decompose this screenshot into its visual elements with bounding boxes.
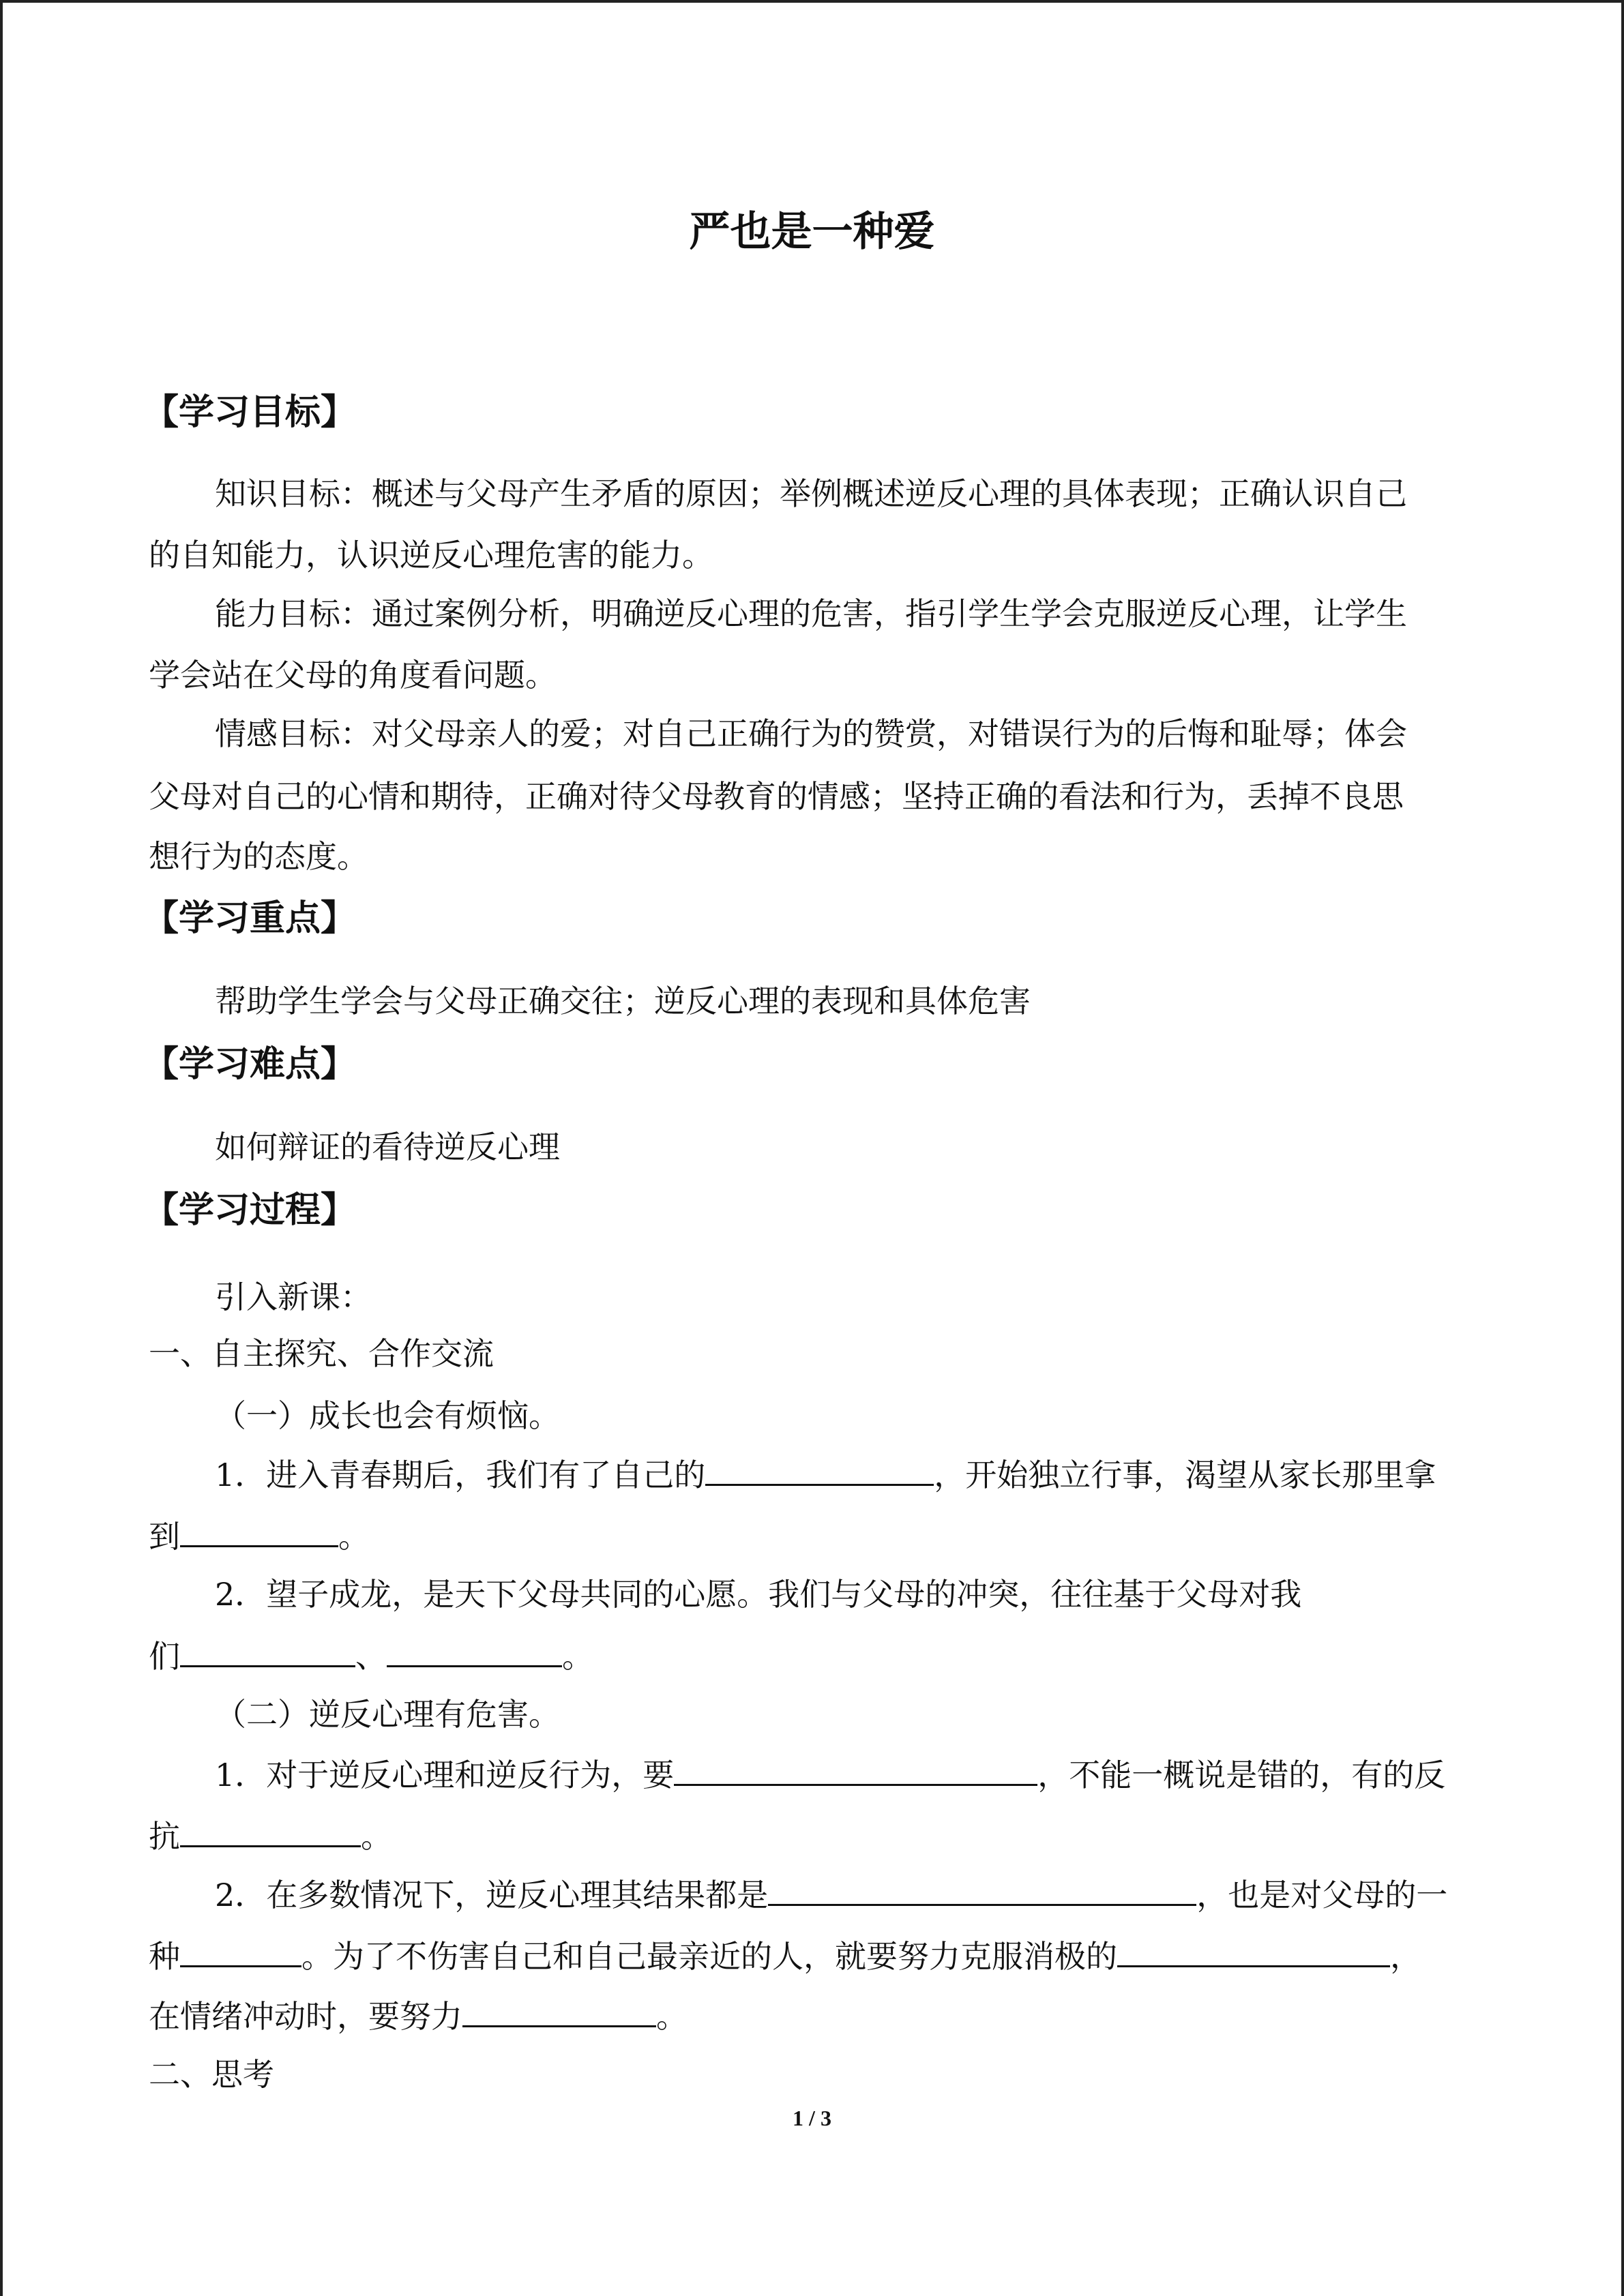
fill-blank[interactable] <box>180 1935 301 1967</box>
objective-ability-line1: 能力目标：通过案例分析，明确逆反心理的危害，指引学生学会克服逆反心理，让学生 <box>215 595 1407 632</box>
heading-difficulties: 【学习难点】 <box>143 1044 357 1085</box>
fill-blank[interactable] <box>768 1874 1196 1906</box>
objective-knowledge-line1: 知识目标：概述与父母产生矛盾的原因；举例概述逆反心理的具体表现；正确认识自己 <box>215 475 1407 512</box>
objective-emotion-line3: 想行为的态度。 <box>149 838 368 875</box>
question-1-text-c: 到 <box>149 1518 180 1555</box>
question-3-line1 <box>215 1754 1445 1795</box>
question-2-text-d: 。 <box>562 1638 593 1675</box>
fill-blank[interactable] <box>180 1815 361 1847</box>
question-1-text-a: 1．进入青春期后，我们有了自己的 <box>215 1457 706 1493</box>
fill-blank[interactable] <box>180 1515 338 1547</box>
heading-process: 【学习过程】 <box>143 1190 357 1231</box>
question-4-text-d: 。为了不伤害自己和自己最亲近的人，就要努力克服消极的 <box>301 1938 1117 1975</box>
page-top-border <box>0 0 1624 3</box>
page-right-border <box>1621 0 1624 2296</box>
question-4-text-c: 种 <box>149 1938 180 1975</box>
objective-emotion-line2: 父母对自己的心情和期待，正确对待父母教育的情感；坚持正确的看法和行为，丢掉不良思 <box>149 778 1404 815</box>
fill-blank[interactable] <box>462 1995 656 2027</box>
page-left-border <box>0 0 3 2296</box>
objective-emotion-line1: 情感目标：对父母亲人的爱；对自己正确行为的赞赏，对错误行为的后悔和耻辱；体会 <box>215 715 1407 752</box>
objective-ability-line2: 学会站在父母的角度看问题。 <box>149 657 557 694</box>
question-3-text-a: 1．对于逆反心理和逆反行为，要 <box>215 1757 675 1793</box>
question-2-line1: 2．望子成龙，是天下父母共同的心愿。我们与父母的冲突，往往基于父母对我 <box>215 1576 1302 1613</box>
part1-title: 一、自主探究、合作交流 <box>149 1335 494 1372</box>
question-2-text-c: 、 <box>355 1638 387 1675</box>
page-title: 严也是一种爱 <box>689 208 935 256</box>
question-3-line2 <box>149 1815 392 1857</box>
fill-blank[interactable] <box>705 1454 934 1486</box>
question-2-text-b: 们 <box>149 1638 180 1675</box>
question-4-line3 <box>149 1995 688 2037</box>
page-number: 1 / 3 <box>793 2106 831 2130</box>
question-4-line1 <box>215 1874 1447 1915</box>
part2-title: 二、思考 <box>149 2056 274 2093</box>
process-intro: 引入新课： <box>215 1279 372 1315</box>
fill-blank[interactable] <box>674 1754 1037 1786</box>
key-points-text: 帮助学生学会与父母正确交往；逆反心理的表现和具体危害 <box>215 983 1031 1019</box>
question-4-text-a: 2．在多数情况下，逆反心理其结果都是 <box>215 1877 769 1913</box>
difficulties-text: 如何辩证的看待逆反心理 <box>215 1129 560 1165</box>
question-4-text-f: 在情绪冲动时，要努力 <box>149 1998 462 2035</box>
question-1-text-d: 。 <box>338 1518 370 1555</box>
fill-blank[interactable] <box>180 1635 355 1667</box>
question-2-line2 <box>149 1635 593 1677</box>
fill-blank[interactable] <box>1117 1935 1390 1967</box>
fill-blank[interactable] <box>387 1635 562 1667</box>
sub2-title: （二）逆反心理有危害。 <box>215 1696 560 1733</box>
question-4-text-b: ，也是对父母的一 <box>1196 1877 1448 1913</box>
question-4-line2 <box>149 1935 1421 1977</box>
heading-objectives: 【学习目标】 <box>143 392 357 433</box>
question-3-text-d: 。 <box>361 1818 392 1855</box>
question-1-text-b: ，开始独立行事，渴望从家长那里拿 <box>934 1457 1436 1493</box>
question-4-text-g: 。 <box>656 1998 688 2035</box>
question-1-line2 <box>149 1515 370 1557</box>
heading-key-points: 【学习重点】 <box>143 898 357 939</box>
question-1-line1 <box>215 1454 1436 1495</box>
objective-knowledge-line2: 的自知能力，认识逆反心理危害的能力。 <box>149 537 713 573</box>
question-3-text-b: ，不能一概说是错的，有的反 <box>1037 1757 1446 1793</box>
sub1-title: （一）成长也会有烦恼。 <box>215 1397 560 1434</box>
question-3-text-c: 抗 <box>149 1818 180 1855</box>
question-4-text-e: ， <box>1390 1938 1421 1975</box>
